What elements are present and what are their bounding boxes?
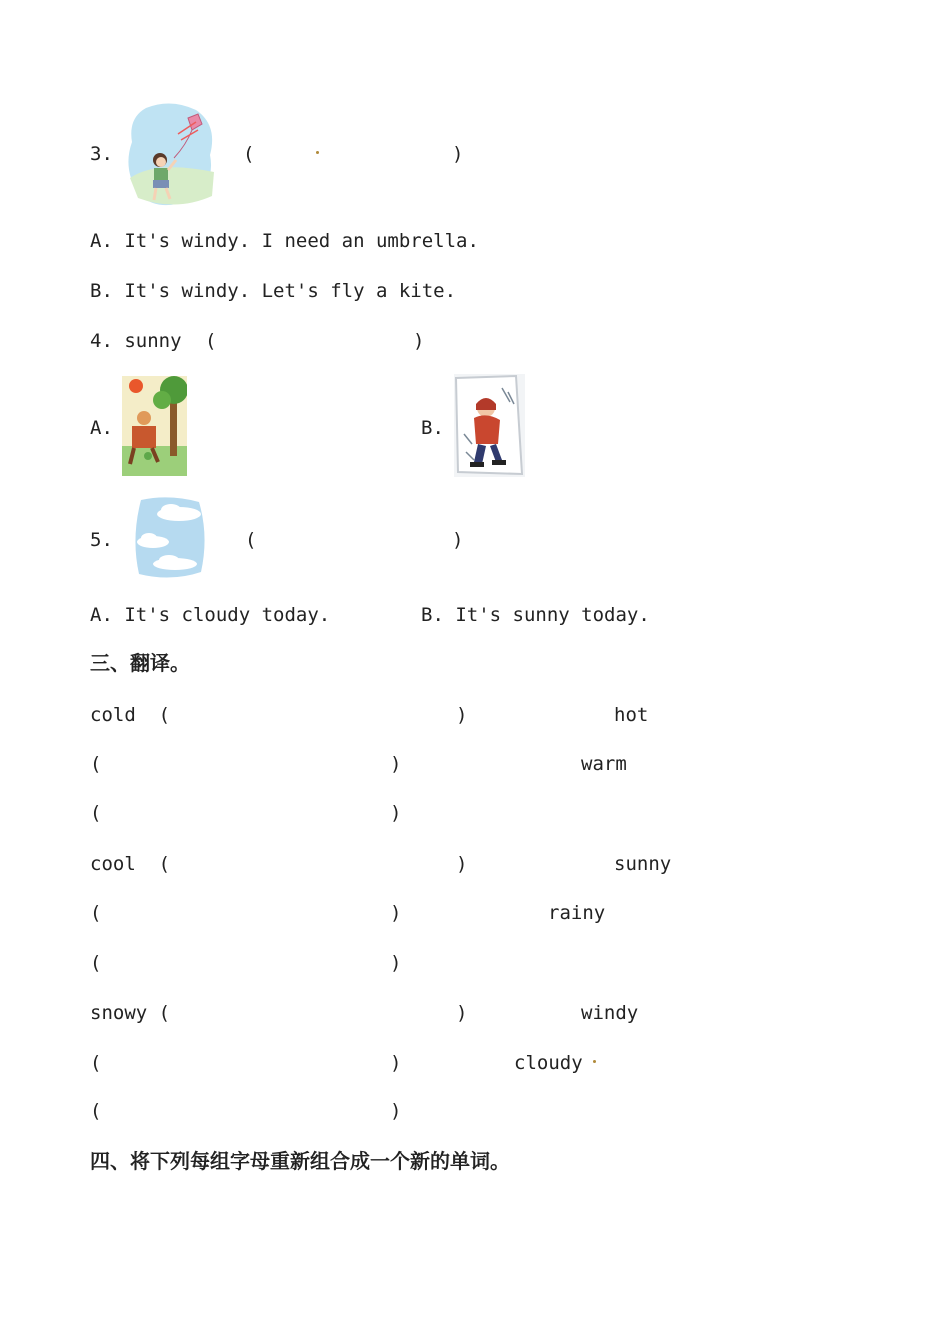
translate-row-right: warm [581, 753, 627, 775]
q3-option-b: B. It's windy. Let's fly a kite. [90, 280, 457, 302]
q4-paren-close: ) [413, 330, 425, 352]
translate-row-left: ( [90, 1052, 102, 1074]
translate-row-close: ) [390, 802, 402, 824]
q5-option-b: B. It's sunny today. [421, 604, 650, 626]
translate-row-close: ) [390, 753, 402, 775]
translate-row-close: ) [456, 704, 468, 726]
q3-number: 3. [90, 143, 113, 165]
girl-flying-kite-icon [126, 100, 216, 208]
q3-option-a: A. It's windy. I need an umbrella. [90, 230, 479, 252]
clouds-sky-icon [131, 496, 208, 579]
q5-option-a: A. It's cloudy today. [90, 604, 331, 626]
stray-dot [593, 1060, 596, 1063]
translate-row-left: cold ( [90, 704, 171, 726]
q4-label-b: B. [421, 417, 444, 439]
translate-row-left: ( [90, 1100, 102, 1122]
q3-paren-close: ) [452, 143, 464, 165]
translate-row-right: rainy [548, 902, 606, 924]
translate-row-right: hot [614, 704, 649, 726]
q3-paren-open: ( [243, 143, 255, 165]
translate-row-left: ( [90, 902, 102, 924]
translate-row-close: ) [390, 1052, 402, 1074]
translate-row-close: ) [390, 952, 402, 974]
q5-paren-close: ) [452, 529, 464, 551]
translate-row-left: ( [90, 952, 102, 974]
section4-title: 四、将下列每组字母重新组合成一个新的单词。 [90, 1149, 510, 1173]
translate-row-left: ( [90, 753, 102, 775]
sunny-park-icon [122, 376, 187, 476]
translate-row-right: windy [581, 1002, 639, 1024]
translate-row-left: cool ( [90, 853, 171, 875]
translate-row-close: ) [390, 1100, 402, 1122]
translate-row-close: ) [456, 1002, 468, 1024]
translate-row-close: ) [456, 853, 468, 875]
translate-row-right: cloudy [514, 1052, 583, 1074]
translate-row-left: ( [90, 802, 102, 824]
q4-prompt: 4. sunny [90, 330, 182, 352]
q5-number: 5. [90, 529, 113, 551]
q4-paren-open: ( [205, 330, 217, 352]
section3-title: 三、翻译。 [90, 651, 190, 675]
q5-paren-open: ( [245, 529, 257, 551]
cold-wind-person-icon [454, 374, 525, 477]
translate-row-left: snowy ( [90, 1002, 171, 1024]
translate-row-close: ) [390, 902, 402, 924]
stray-dot [316, 151, 319, 154]
q4-label-a: A. [90, 417, 113, 439]
translate-row-right: sunny [614, 853, 672, 875]
